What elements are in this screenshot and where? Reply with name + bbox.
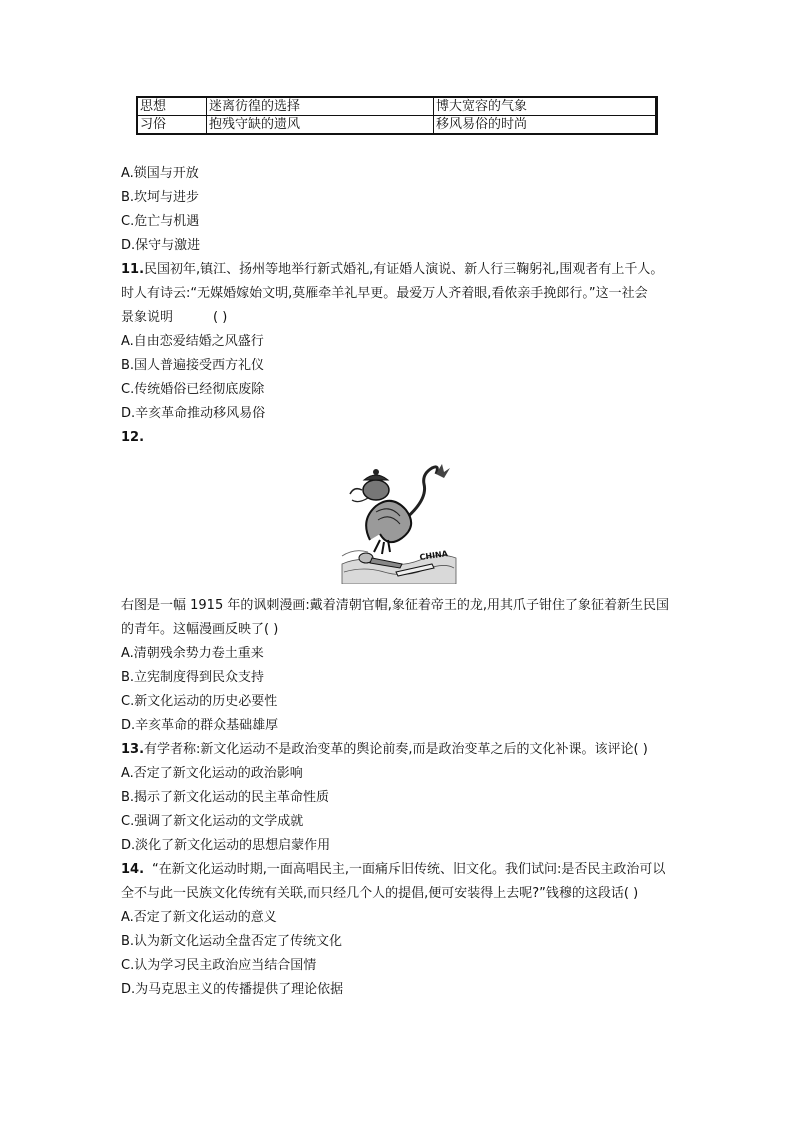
q11-number: 11. [121, 262, 145, 277]
q11-stem-line2: 时人有诗云:“无媒婚嫁始文明,莫雁牵羊礼早更。最爱万人齐着眼,看侬亲手挽郎行。”这一社会 [121, 286, 648, 301]
q13-stem-line1 [121, 738, 648, 762]
q13-option-b[interactable]: B.揭示了新文化运动的民主革命性质 [121, 790, 330, 805]
q11-text: 景象说明 [121, 310, 174, 325]
q13-option-a[interactable]: A.否定了新文化运动的政治影响 [121, 766, 303, 781]
q12-option-d[interactable]: D.辛亥革命的群众基础雄厚 [121, 718, 279, 733]
table-row [137, 116, 657, 135]
q11-stem-line1 [121, 258, 663, 282]
q14-option-a[interactable]: A.否定了新文化运动的意义 [121, 910, 277, 925]
q12-option-c[interactable]: C.新文化运动的历史必要性 [121, 694, 278, 709]
q11-option-b[interactable]: B.国人普遍接受西方礼仪 [121, 358, 265, 373]
q12-option-a[interactable]: A.清朝残余势力卷土重来 [121, 646, 264, 661]
q11-option-c[interactable]: C.传统婚俗已经彻底废除 [121, 382, 265, 397]
q10-option-a[interactable]: A.锁国与开放 [121, 166, 199, 181]
q14-stem-line1 [121, 858, 665, 882]
q11-option-d[interactable]: D.辛亥革命推动移风易俗 [121, 406, 266, 421]
cartoon-china-label: CHINA [419, 549, 449, 562]
q11-stem-line3 [121, 306, 227, 330]
table-cell: 抱残守缺的遗风 [207, 116, 434, 135]
q11-text: 民国初年,镇江、扬州等地举行新式婚礼,有证婚人演说、新人行三鞠躬礼,围观者有上千人。 [144, 262, 664, 277]
q14-option-c[interactable]: C.认为学习民主政治应当结合国情 [121, 958, 317, 973]
q12-stem-line1: 右图是一幅 1915 年的讽刺漫画:戴着清朝官帽,象征着帝王的龙,用其爪子钳住了象征着新生民国 [121, 598, 669, 613]
table-cell: 习俗 [137, 116, 207, 135]
q13-option-d[interactable]: D.淡化了新文化运动的思想启蒙作用 [121, 838, 331, 853]
q10-option-d[interactable]: D.保守与激进 [121, 238, 201, 253]
q11-option-a[interactable]: A.自由恋爱结婚之风盛行 [121, 334, 264, 349]
q14-stem-line2: 全不与此一民族文化传统有关联,而只经几个人的提倡,便可安装得上去呢?”钱穆的这段话( ) [121, 886, 639, 901]
table-cell: 移风易俗的时尚 [434, 116, 657, 135]
q14-number: 14. [121, 862, 145, 877]
table-row [137, 97, 657, 116]
comparison-table [136, 96, 658, 135]
q13-option-c[interactable]: C.强调了新文化运动的文学成就 [121, 814, 304, 829]
q13-number: 13. [121, 742, 145, 757]
q10-option-c[interactable]: C.危亡与机遇 [121, 214, 200, 229]
q12-option-b[interactable]: B.立宪制度得到民众支持 [121, 670, 265, 685]
answer-bracket: ( ) [213, 310, 228, 325]
q13-text: 有学者称:新文化运动不是政治变革的舆论前奏,而是政治变革之后的文化补课。该评论( ) [144, 742, 648, 757]
table-cell: 思想 [137, 97, 207, 116]
table-cell: 博大宽容的气象 [434, 97, 657, 116]
q12-number: 12. [121, 430, 145, 445]
dragon-cartoon-image [340, 460, 458, 584]
q12-stem-line2: 的青年。这幅漫画反映了( ) [121, 622, 279, 637]
q14-option-d[interactable]: D.为马克思主义的传播提供了理论依据 [121, 982, 344, 997]
q10-option-b[interactable]: B.坎坷与进步 [121, 190, 200, 205]
table-cell: 迷离彷徨的选择 [207, 97, 434, 116]
q14-option-b[interactable]: B.认为新文化运动全盘否定了传统文化 [121, 934, 343, 949]
q14-text: “在新文化运动时期,一面高唱民主,一面痛斥旧传统、旧文化。我们试问:是否民主政治可以 [152, 862, 666, 877]
